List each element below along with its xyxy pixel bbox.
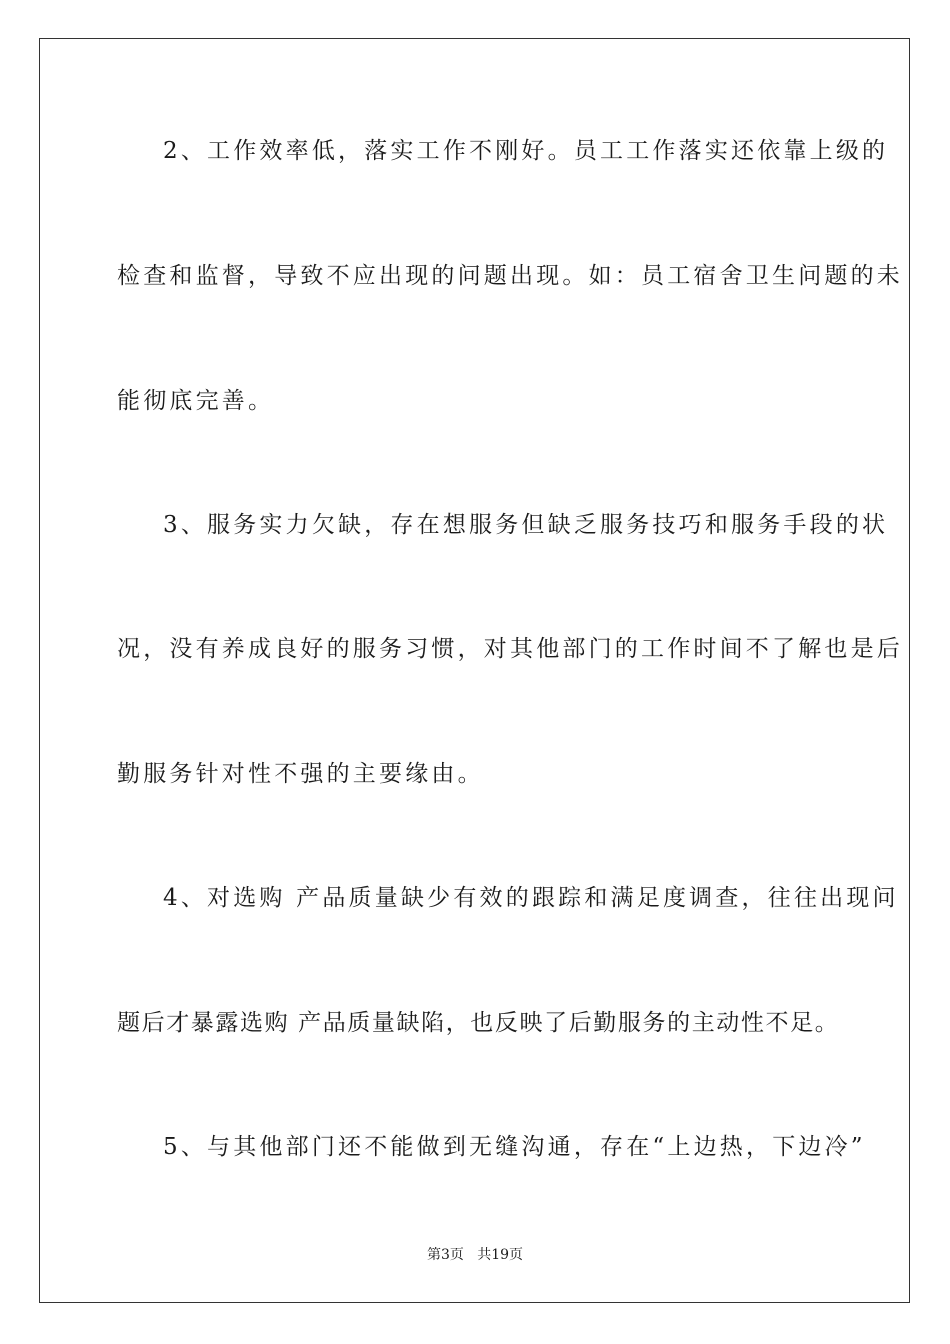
paragraph-2-line-3: 能彻底完善。 [117,388,275,414]
paragraph-4-line-2: 题后才暴露选购 产品质量缺陷，也反映了后勤服务的主动性不足。 [117,1010,840,1036]
paragraph-2-line-1: 2、工作效率低，落实工作不刚好。员工工作落实还依靠上级的 [163,138,889,164]
paragraph-2-line-2: 检查和监督，导致不应出现的问题出现。如：员工宿舍卫生问题的未 [117,263,903,289]
page-number-footer: 第3页 共19页 [426,1247,524,1263]
paragraph-3-line-1: 3、服务实力欠缺，存在想服务但缺乏服务技巧和服务手段的状 [163,512,889,538]
paragraph-5-line-1: 5、与其他部门还不能做到无缝沟通，存在“上边热，下边冷” [163,1134,866,1160]
page-border [39,38,910,1303]
paragraph-3-line-3: 勤服务针对性不强的主要缘由。 [117,761,484,787]
paragraph-4-line-1: 4、对选购 产品质量缺少有效的跟踪和满足度调查，往往出现问 [163,885,899,911]
paragraph-3-line-2: 况，没有养成良好的服务习惯，对其他部门的工作时间不了解也是后 [117,636,903,662]
